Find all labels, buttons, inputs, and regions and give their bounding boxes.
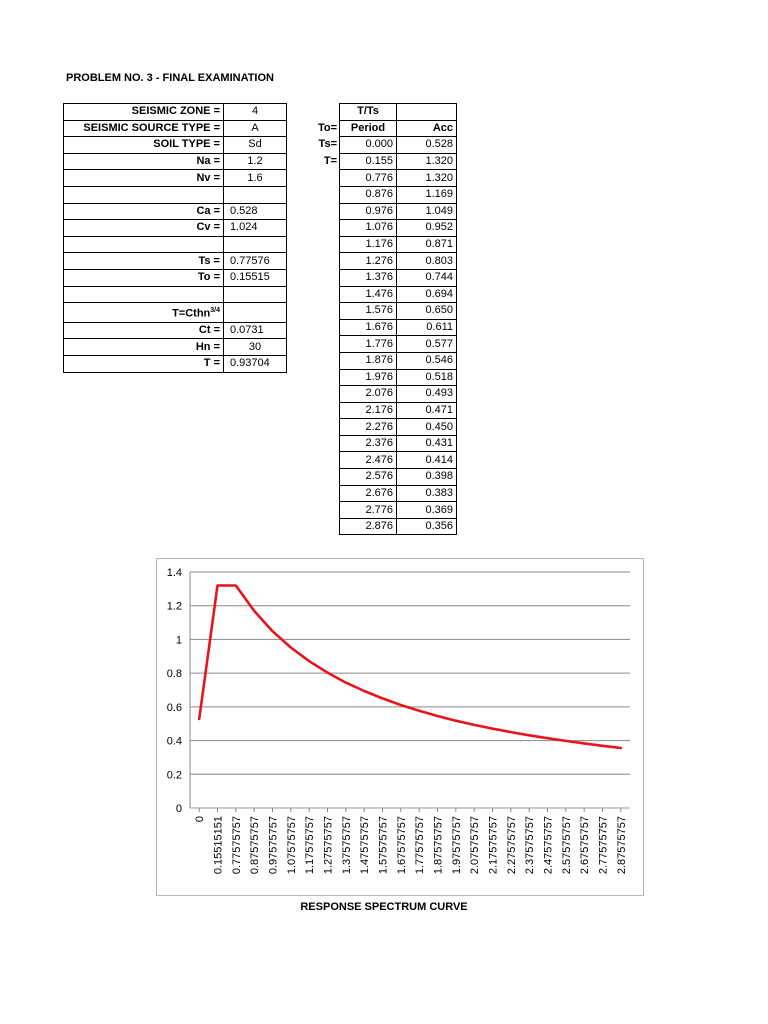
x-tick-label: 0.15515151 <box>212 816 225 875</box>
param-label-text: Ts = <box>198 254 220 267</box>
x-tick-label: 1.97575757 <box>450 816 463 875</box>
spectrum-header-period: Period <box>340 120 397 137</box>
param-value: 30 <box>224 339 287 356</box>
param-value: Sd <box>224 137 287 154</box>
y-tick-label: 0.4 <box>166 735 182 748</box>
spectrum-acc: 0.871 <box>397 236 457 253</box>
y-tick-label: 1.2 <box>166 600 182 613</box>
param-label-text: T = <box>203 357 220 370</box>
spectrum-period: 0.776 <box>340 170 397 187</box>
y-tick-label: 0.6 <box>166 701 182 714</box>
spectrum-acc: 0.356 <box>397 518 457 535</box>
param-label-exponent: 3/4 <box>210 307 220 315</box>
spectrum-period: 0.155 <box>340 153 397 170</box>
y-tick-label: 1.4 <box>166 567 182 579</box>
spectrum-period: 2.076 <box>340 386 397 403</box>
spectrum-period: 2.176 <box>340 402 397 419</box>
spectrum-period: 2.376 <box>340 435 397 452</box>
x-tick-label: 2.07575757 <box>469 816 482 875</box>
y-tick-label: 0.2 <box>166 769 182 782</box>
spectrum-acc: 0.369 <box>397 502 457 519</box>
spectrum-period: 1.876 <box>340 352 397 369</box>
x-tick-label: 1.67575757 <box>395 816 408 875</box>
param-value: 4 <box>224 104 287 121</box>
spectrum-acc: 0.744 <box>397 269 457 286</box>
param-label-text: SOIL TYPE = <box>153 138 220 151</box>
x-tick-label: 1.77575757 <box>414 816 427 875</box>
spectrum-period: 0.976 <box>340 203 397 220</box>
x-tick-label: 1.57575757 <box>377 816 390 875</box>
spectrum-period: 0.876 <box>340 186 397 203</box>
spectrum-period: 1.176 <box>340 236 397 253</box>
param-value: 1.2 <box>224 153 287 170</box>
spectrum-period: 2.276 <box>340 419 397 436</box>
x-tick-label: 0.77575757 <box>230 816 243 875</box>
spectrum-acc: 0.431 <box>397 435 457 452</box>
spectrum-period: 1.676 <box>340 319 397 336</box>
param-label-text: SEISMIC SOURCE TYPE = <box>83 121 220 134</box>
marker-label: T= <box>323 155 337 168</box>
x-tick-label: 2.77575757 <box>597 816 610 875</box>
param-value: 0.528 <box>224 203 287 220</box>
param-value: 1.6 <box>224 170 287 187</box>
spectrum-period: 2.676 <box>340 485 397 502</box>
spectrum-acc: 0.577 <box>397 336 457 353</box>
spectrum-period: 1.776 <box>340 336 397 353</box>
spectrum-acc: 0.528 <box>397 137 457 154</box>
chart-title: RESPONSE SPECTRUM CURVE <box>300 901 468 913</box>
param-value: 0.77576 <box>224 253 287 270</box>
spectrum-period: 2.876 <box>340 518 397 535</box>
spectrum-header-acc: Acc <box>397 120 457 137</box>
spectrum-period: 0.000 <box>340 137 397 154</box>
spectrum-acc: 1.320 <box>397 153 457 170</box>
spectrum-period: 1.276 <box>340 253 397 270</box>
spectrum-acc: 0.952 <box>397 220 457 237</box>
spectrum-acc: 0.611 <box>397 319 457 336</box>
param-value: 0.0731 <box>224 322 287 339</box>
x-tick-label: 2.47575757 <box>542 816 555 875</box>
x-tick-label: 0.97575757 <box>267 816 280 875</box>
x-tick-label: 2.57575757 <box>560 816 573 875</box>
spectrum-period: 1.376 <box>340 269 397 286</box>
x-tick-label: 2.67575757 <box>579 816 592 875</box>
x-tick-label: 1.07575757 <box>285 816 298 875</box>
response-spectrum-line <box>199 586 621 749</box>
x-tick-label: 1.27575757 <box>322 816 335 875</box>
param-value: A <box>224 120 287 137</box>
spectrum-period: 1.576 <box>340 303 397 320</box>
x-tick-label: 2.17575757 <box>487 816 500 875</box>
spectrum-acc: 0.471 <box>397 402 457 419</box>
spectrum-acc: 1.320 <box>397 170 457 187</box>
spectrum-acc: 0.650 <box>397 303 457 320</box>
param-label-text: Na = <box>196 155 220 168</box>
spectrum-acc: 0.414 <box>397 452 457 469</box>
x-tick-label: 0 <box>194 816 207 823</box>
param-label-text: T=Cthn <box>172 307 211 320</box>
y-tick-label: 0.8 <box>166 668 182 681</box>
spectrum-acc: 1.169 <box>397 186 457 203</box>
spectrum-period: 2.476 <box>340 452 397 469</box>
x-tick-label: 1.47575757 <box>359 816 372 875</box>
param-label-text: Ct = <box>198 324 220 337</box>
param-value: 0.15515 <box>224 269 287 286</box>
spectrum-acc: 0.450 <box>397 419 457 436</box>
param-label-text: Cv = <box>196 221 220 234</box>
param-label-text: Ca = <box>196 204 220 217</box>
param-value: 1.024 <box>224 220 287 237</box>
x-tick-label: 1.87575757 <box>432 816 445 875</box>
spectrum-acc: 1.049 <box>397 203 457 220</box>
spectrum-acc: 0.398 <box>397 469 457 486</box>
y-tick-label: 1 <box>175 634 182 647</box>
spectrum-acc: 0.518 <box>397 369 457 386</box>
x-tick-label: 2.87575757 <box>615 816 628 875</box>
spectrum-acc: 0.803 <box>397 253 457 270</box>
x-tick-label: 1.37575757 <box>340 816 353 875</box>
spectrum-period: 2.776 <box>340 502 397 519</box>
spectrum-acc: 0.493 <box>397 386 457 403</box>
spectrum-acc: 0.694 <box>397 286 457 303</box>
spectrum-period: 1.076 <box>340 220 397 237</box>
marker-label: To= <box>317 121 337 134</box>
param-label-text: To = <box>197 271 220 284</box>
marker-label: Ts= <box>318 138 337 151</box>
param-label-text: Nv = <box>196 171 220 184</box>
spectrum-header-ratio: T/Ts <box>340 104 397 121</box>
y-tick-label: 0 <box>175 803 182 815</box>
x-tick-label: 2.27575757 <box>505 816 518 875</box>
spectrum-acc: 0.383 <box>397 485 457 502</box>
spectrum-period: 1.476 <box>340 286 397 303</box>
param-value: 0.93704 <box>224 355 287 372</box>
param-label-text: SEISMIC ZONE = <box>131 105 220 118</box>
spectrum-period: 2.576 <box>340 469 397 486</box>
spectrum-period: 1.976 <box>340 369 397 386</box>
param-label-text: Hn = <box>195 340 220 353</box>
spectrum-acc: 0.546 <box>397 352 457 369</box>
page-title: PROBLEM NO. 3 - FINAL EXAMINATION <box>66 72 274 84</box>
x-tick-label: 0.87575757 <box>249 816 262 875</box>
x-tick-label: 1.17575757 <box>304 816 317 875</box>
x-tick-label: 2.37575757 <box>524 816 537 875</box>
